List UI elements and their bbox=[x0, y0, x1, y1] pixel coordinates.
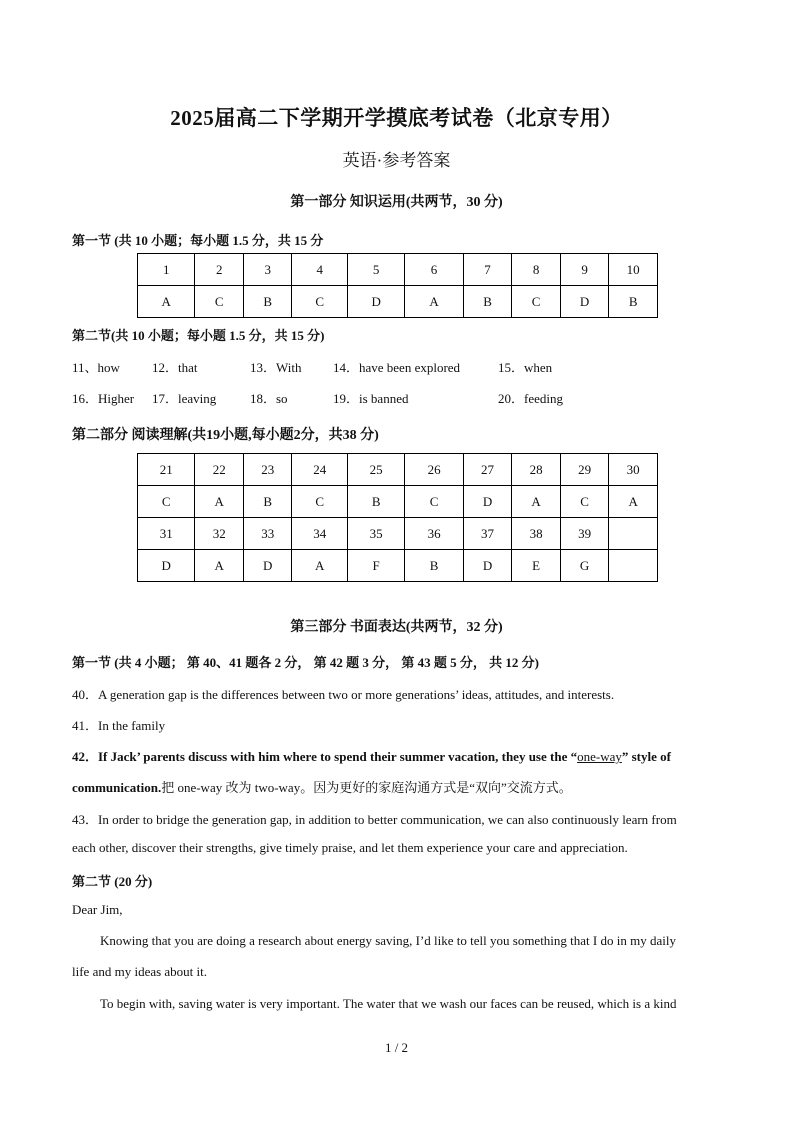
answer-item: 15．when bbox=[498, 360, 553, 375]
table-cell: D bbox=[463, 486, 512, 518]
table-cell: 34 bbox=[292, 518, 347, 550]
table-cell: E bbox=[512, 550, 561, 582]
table-cell bbox=[609, 518, 658, 550]
answer-item: 11、how bbox=[72, 360, 120, 375]
table-cell: D bbox=[463, 550, 512, 582]
table-cell: 8 bbox=[512, 254, 561, 286]
table-cell: A bbox=[609, 486, 658, 518]
table-cell: 32 bbox=[195, 518, 244, 550]
answer-item: 12．that bbox=[152, 360, 198, 375]
table-cell: 23 bbox=[243, 454, 292, 486]
table-row-numbers bbox=[138, 254, 658, 286]
table-cell: 1 bbox=[138, 254, 195, 286]
table-cell: 36 bbox=[405, 518, 463, 550]
letter-paragraph1-line2: life and my ideas about it. bbox=[72, 964, 208, 979]
answer-item: 13．With bbox=[250, 360, 302, 375]
table-cell: 33 bbox=[243, 518, 292, 550]
letter-paragraph1-line1: Knowing that you are doing a research about energy saving, I’d like to tell you something that I do in my daily bbox=[100, 933, 676, 948]
answer-43-line2: each other, discover their strengths, give timely praise, and let them experience your care and appreciation. bbox=[72, 840, 628, 855]
table-cell: A bbox=[138, 286, 195, 318]
table-cell: B bbox=[463, 286, 512, 318]
part1-heading: 第一部分 知识运用(共两节，30 分) bbox=[290, 195, 503, 210]
answer-item: 16．Higher bbox=[72, 391, 135, 406]
table-cell: 27 bbox=[463, 454, 512, 486]
answer-43-line1: 43．In order to bridge the generation gap, in addition to better communication, we can also continuously learn from bbox=[72, 812, 677, 827]
answer-42-text-b: ” style of bbox=[621, 749, 671, 764]
table-cell: C bbox=[560, 486, 609, 518]
document-title: 2025届高二下学期开学摸底考试卷（北京专用） bbox=[170, 106, 623, 130]
table-cell: 22 bbox=[195, 454, 244, 486]
table-cell: D bbox=[243, 550, 292, 582]
part3-heading: 第三部分 书面表达(共两节，32 分) bbox=[290, 620, 503, 635]
table-cell: A bbox=[512, 486, 561, 518]
table-cell: 29 bbox=[560, 454, 609, 486]
letter-paragraph2-line1: To begin with, saving water is very important. The water that we wash our faces can be reused, which is a kind bbox=[100, 996, 677, 1011]
table-cell: 2 bbox=[195, 254, 244, 286]
table-cell: 9 bbox=[560, 254, 609, 286]
answer-item: 20．feeding bbox=[498, 391, 563, 406]
answer-42-explanation: 把 one-way 改为 two-way。因为更好的家庭沟通方式是“双向”交流方式。 bbox=[161, 780, 572, 795]
table-row-numbers bbox=[138, 518, 658, 550]
part1-section2-heading: 第二节(共 10 小题；每小题 1.5 分，共 15 分) bbox=[72, 328, 325, 343]
table-cell: A bbox=[292, 550, 347, 582]
part3-section1-heading: 第一节 (共 4 小题； 第 40、41 题各 2 分， 第 42 题 3 分， 第 43 题 5 分， 共 12 分) bbox=[72, 655, 539, 670]
table-cell: 31 bbox=[138, 518, 195, 550]
answer-table-1-10 bbox=[137, 253, 658, 318]
answer-42-text-a: 42．If Jack’ parents discuss with him where to spend their summer vacation, they use the “ bbox=[72, 749, 578, 764]
table-cell: G bbox=[560, 550, 609, 582]
answer-42-bold: communication. bbox=[72, 780, 162, 795]
table-cell: 39 bbox=[560, 518, 609, 550]
table-cell: C bbox=[405, 486, 463, 518]
table-cell: A bbox=[405, 286, 463, 318]
table-cell: 25 bbox=[347, 454, 404, 486]
table-cell: D bbox=[347, 286, 404, 318]
table-cell: 37 bbox=[463, 518, 512, 550]
table-cell: 30 bbox=[609, 454, 658, 486]
table-cell: C bbox=[292, 486, 347, 518]
table-cell: B bbox=[405, 550, 463, 582]
answer-42-underlined: one-way bbox=[577, 749, 622, 764]
answer-item: 17．leaving bbox=[152, 391, 217, 406]
answer-42-line1 bbox=[72, 746, 671, 765]
answer-41: 41．In the family bbox=[72, 718, 166, 733]
table-cell: 24 bbox=[292, 454, 347, 486]
table-row-answers bbox=[138, 550, 658, 582]
table-cell: 7 bbox=[463, 254, 512, 286]
table-cell: D bbox=[138, 550, 195, 582]
answer-item: 19．is banned bbox=[333, 391, 409, 406]
answer-item: 14．have been explored bbox=[333, 360, 461, 375]
part1-section1-heading: 第一节 (共 10 小题；每小题 1.5 分，共 15 分 bbox=[72, 233, 324, 248]
table-cell: 10 bbox=[609, 254, 658, 286]
table-cell: 28 bbox=[512, 454, 561, 486]
table-cell: 5 bbox=[347, 254, 404, 286]
table-cell: C bbox=[195, 286, 244, 318]
table-cell: 26 bbox=[405, 454, 463, 486]
table-cell: D bbox=[560, 286, 609, 318]
answer-item: 18．so bbox=[250, 391, 288, 406]
answer-42-line2 bbox=[72, 777, 572, 796]
table-cell: 38 bbox=[512, 518, 561, 550]
page-number: 1 / 2 bbox=[384, 1040, 409, 1055]
table-cell: A bbox=[195, 486, 244, 518]
table-cell: C bbox=[292, 286, 347, 318]
part3-section2-heading: 第二节 (20 分) bbox=[72, 874, 153, 889]
answer-table-21-39 bbox=[137, 453, 658, 582]
table-cell: 21 bbox=[138, 454, 195, 486]
table-cell: 3 bbox=[243, 254, 292, 286]
answer-40: 40．A generation gap is the differences between two or more generations’ ideas, attitudes, and interests. bbox=[72, 687, 615, 702]
table-cell: B bbox=[243, 286, 292, 318]
document-subtitle: 英语·参考答案 bbox=[342, 151, 451, 170]
table-cell: B bbox=[347, 486, 404, 518]
table-row-numbers bbox=[138, 454, 658, 486]
table-cell: B bbox=[609, 286, 658, 318]
table-row-answers bbox=[138, 286, 658, 318]
table-cell: 35 bbox=[347, 518, 404, 550]
table-cell: 6 bbox=[405, 254, 463, 286]
part2-heading: 第二部分 阅读理解(共19小题,每小题2分，共38 分) bbox=[72, 428, 379, 443]
table-row-answers bbox=[138, 486, 658, 518]
table-cell bbox=[609, 550, 658, 582]
table-cell: C bbox=[512, 286, 561, 318]
table-cell: B bbox=[243, 486, 292, 518]
table-cell: C bbox=[138, 486, 195, 518]
table-cell: F bbox=[347, 550, 404, 582]
table-cell: 4 bbox=[292, 254, 347, 286]
letter-salutation: Dear Jim, bbox=[72, 902, 123, 917]
table-cell: A bbox=[195, 550, 244, 582]
